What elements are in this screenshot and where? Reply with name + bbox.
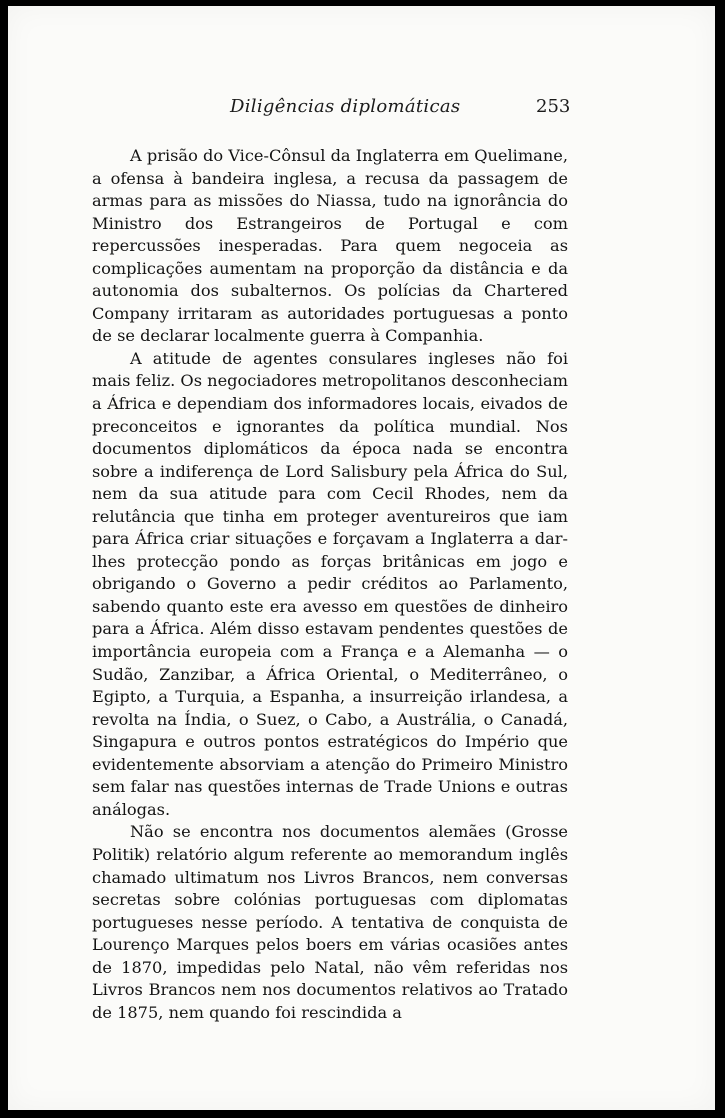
running-title: Diligências diplomáticas [230, 96, 461, 117]
body-text [92, 145, 568, 1024]
paragraph-2: A atitude de agentes consulares ingleses não foi mais feliz. Os negociadores metropolitanos desconheciam a África e dependiam dos informadores locais, eivados de preconceitos e ignorantes da política mundial. Nos documentos diplomáticos da época nada se encontra sobre a indiferença de Lord Salisbury pela África do Sul, nem da sua atitude para com Cecil Rhodes, nem da relutância que tinha em proteger aventureiros que iam para África criar situações e forçavam a Inglaterra a dar-lhes protecção pondo as forças britânicas em jogo e obrigando o Governo a pedir créditos ao Parlamento, sabendo quanto este era avesso em questões de dinheiro para a África. Além disso estavam pendentes questões de importância europeia com a França e a Alemanha — o Sudão, Zanzibar, a África Oriental, o Mediterrâneo, o Egipto, a Turquia, a Espanha, a insurreição irlandesa, a revolta na Índia, o Suez, o Cabo, a Austrália, o Canadá, Singapura e outros pontos estratégicos do Império que evidentemente absorviam a atenção do Primeiro Ministro sem falar nas questões internas de Trade Unions e outras análogas. [92, 348, 568, 819]
page-header [8, 96, 715, 124]
book-page [8, 6, 715, 1110]
paragraph-3: Não se encontra nos documentos alemães (Grosse Politik) relatório algum referente ao memorandum inglês chamado ultimatum nos Livros Brancos, nem conversas secretas sobre colónias portuguesas com diplomatas portugueses nesse período. A tentativa de conquista de Lourenço Marques pelos boers em várias ocasiões antes de 1870, impedidas pelo Natal, não vêm referidas nos Livros Brancos nem nos documentos relativos ao Tratado de 1875, nem quando foi rescindida a [92, 822, 568, 1022]
page-number: 253 [536, 96, 571, 117]
paragraph-1: A prisão do Vice-Cônsul da Inglaterra em Quelimane, a ofensa à bandeira inglesa, a recusa da passagem de armas para as missões do Niassa, tudo na ignorância do Ministro dos Estrangeiros de Portugal e com repercussões inesperadas. Para quem negoceia as complicações aumentam na proporção da distância e da autonomia dos subalternos. Os polícias da Chartered Company irritaram as autoridades portuguesas a ponto de se declarar localmente guerra à Companhia. [92, 146, 568, 346]
